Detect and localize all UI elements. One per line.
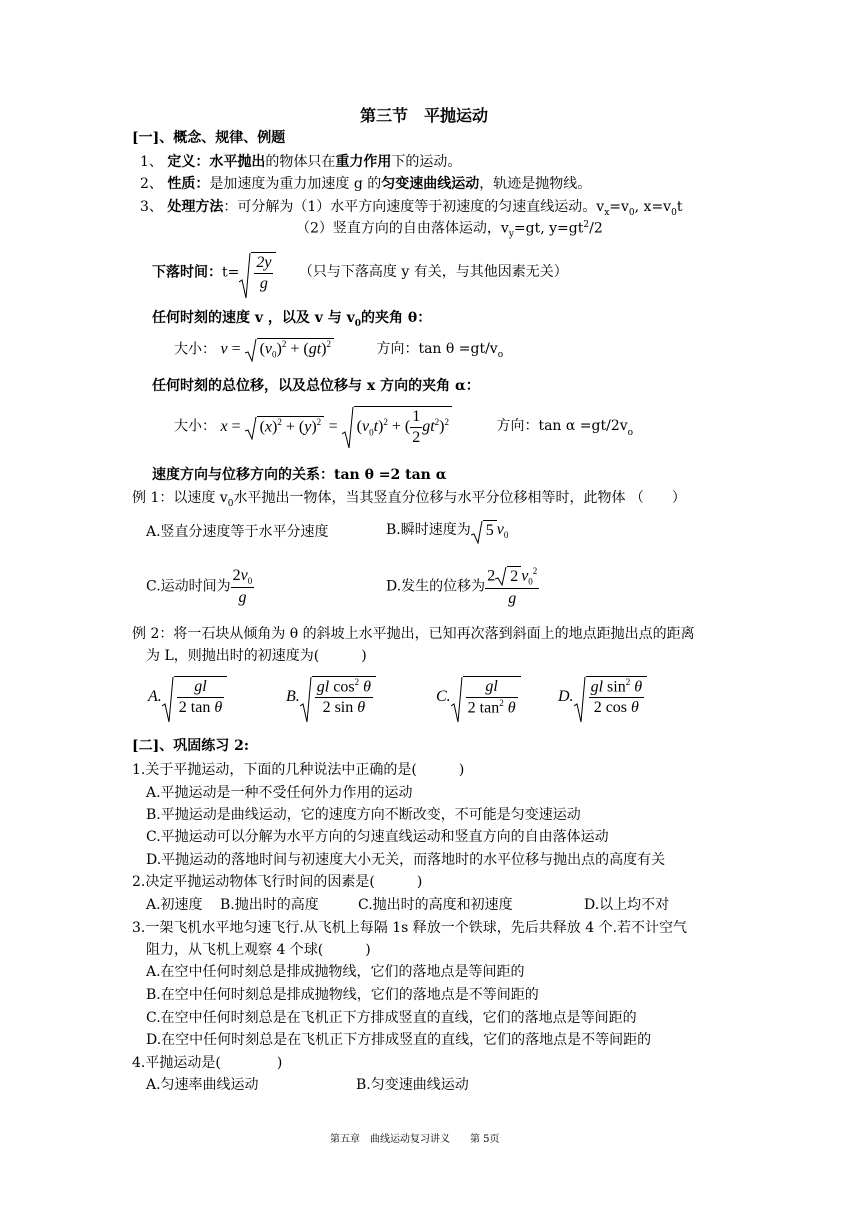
example-1-option-d-text: D.发生的位移为: [386, 578, 486, 595]
fall-time-t: t=: [222, 264, 240, 281]
example-1-option-b: B.瞬时速度为 5 $v_0$: [386, 520, 508, 542]
velocity-heading-text: 任何时刻的速度 v ，以及 v 与 v: [152, 310, 355, 326]
definition-keyword-2: 重力作用: [335, 154, 392, 170]
problem-4-option-a: A.匀速率曲线运动: [146, 1077, 259, 1093]
page-footer: 第五章 曲线运动复习讲义 第 5页: [330, 1134, 500, 1145]
method-text-7: /2: [589, 220, 603, 237]
displacement-direction: 方向：tan α =gt/2v: [496, 418, 628, 435]
method-text-4: t: [676, 199, 683, 215]
option-letter: A.: [148, 688, 162, 705]
example-1-option-d: D.发生的位移为 2 2 $v_0^2$ g: [386, 566, 538, 607]
problem-1-question: 1.关于平抛运动，下面的几种说法中正确的是( ): [132, 762, 465, 778]
problem-3-option-c: C.在空中任何时刻总是在飞机正下方排成竖直的直线，它们的落地点是等间距的: [146, 1010, 637, 1026]
relation-line: 速度方向与位移方向的关系：tan θ =2 tan α: [152, 467, 447, 483]
property-line: [140, 176, 591, 194]
method-line: 3、 处理方法：可分解为（1）水平方向速度等于初速度的匀速直线运动。$v_x=v_0$, $x=v_0t$: [140, 199, 683, 218]
example-2-option-c: C. $\frac{gl}{2 \tan^2 \theta}$: [436, 676, 521, 726]
velocity-size-label: 大小：: [174, 341, 216, 358]
fall-time-label: 下落时间：: [152, 264, 222, 281]
definition-text-2: 下的运动。: [391, 154, 462, 170]
problem-1-option-d: D.平抛运动的落地时间与初速度大小无关，而落地时的水平位移与抛出点的高度有关: [146, 852, 666, 868]
problem-2-option-b: B.抛出时的高度: [220, 897, 319, 913]
property-text-2: ，轨迹是抛物线。: [479, 176, 592, 192]
example-1-option-b-text: B.瞬时速度为: [386, 522, 471, 539]
velocity-direction-sub: o: [497, 350, 504, 361]
method-text-3: , x=v: [634, 199, 672, 215]
item-number: 2、: [140, 176, 163, 192]
problem-1-option-c: C.平抛运动可以分解为水平方向的匀速直线运动和竖直方向的自由落体运动: [146, 829, 609, 845]
property-label: 性质：: [167, 176, 210, 192]
problem-3-option-b: B.在空中任何时刻总是排成抛物线，它们的落地点是不等间距的: [146, 987, 539, 1003]
problem-3-question-1: 3.一架飞机水平地匀速飞行.从飞机上每隔 1s 释放一个铁球，先后共释放 4 个.若不计空气: [132, 920, 688, 936]
sqrt-symbol: [239, 252, 276, 294]
method-label: 处理方法: [167, 199, 224, 215]
velocity-formula: 大小： v = $(v_0)^2 + (gt)^2$ 方向：$\tan \theta =gt/v_o$: [174, 339, 504, 361]
velocity-heading: 任何时刻的速度 v ，以及 v 与 $v_0$的夹角 θ：: [152, 310, 432, 329]
velocity-heading-text-2: 的夹角 θ：: [361, 310, 432, 326]
velocity-direction: 方向：tan θ =gt/v: [376, 341, 498, 358]
problem-2-option-a: A.初速度: [146, 897, 203, 913]
section-heading-1: [一]、概念、规律、例题: [132, 130, 286, 146]
item-number: 1、: [140, 154, 163, 170]
example-1-option-c-text: C.运动时间为: [146, 578, 231, 595]
option-letter: D.: [558, 688, 574, 706]
option-letter: B.: [286, 688, 300, 706]
method-text-6: =gt, y=gt: [513, 220, 584, 237]
problem-2-option-d: D.以上均不对: [584, 897, 670, 913]
fall-denominator: g: [259, 275, 268, 292]
example-2-line-2: 为 L，则抛出时的初速度为( ): [146, 648, 367, 664]
fall-numerator: 2y: [254, 253, 273, 274]
definition-text: 的物体只在: [265, 154, 336, 170]
property-keyword: 匀变速曲线运动: [381, 176, 480, 192]
example-1-question: 例 1：以速度 $v_0$水平抛出一物体，当其竖直分位移与水平分位移相等时，此物体 （ ）: [132, 490, 686, 509]
item-number: 3、: [140, 199, 163, 215]
fall-time-note: （只与下落高度 y 有关，与其他因素无关）: [298, 264, 568, 281]
definition-line: [140, 154, 461, 172]
method-text-2: =v: [609, 199, 629, 215]
problem-4-question: 4.平抛运动是( ): [132, 1055, 283, 1071]
example-1-text-2: 水平抛出一物体，当其竖直分位移与水平分位移相等时，此物体 （ ）: [233, 490, 686, 506]
method-text: ：可分解为（1）水平方向速度等于初速度的匀速直线运动。v: [223, 199, 605, 215]
property-text: 是加速度为重力加速度 g 的: [209, 176, 382, 192]
definition-label: 定义：: [167, 154, 210, 170]
page-title: 第三节 平抛运动: [360, 106, 489, 125]
example-2-option-b: B. $\frac{gl \cos^2 \theta}{\text{2 sin θ}}$: [286, 676, 376, 726]
problem-2-question: 2.决定平抛运动物体飞行时间的因素是( ): [132, 874, 423, 890]
problem-3-question-2: 阻力，从飞机上观察 4 个球( ): [146, 942, 371, 958]
example-1-option-c: C.运动时间为 $\frac{2v_0}{g}$: [146, 567, 253, 607]
example-1-text: 例 1：以速度 v: [132, 490, 228, 506]
example-2-option-d: D. $\frac{gl \sin^2 \theta}{\text{2 cos θ}}$: [558, 676, 647, 726]
problem-3-option-a: A.在空中任何时刻总是排成抛物线，它们的落地点是等间距的: [146, 964, 525, 980]
example-2-line-1: 例 2：将一石块从倾角为 θ 的斜坡上水平抛出，已知再次落到斜面上的地点距抛出点的距离: [132, 626, 695, 642]
definition-keyword: 水平抛出: [209, 154, 266, 170]
problem-4-option-b: B.匀变速曲线运动: [356, 1077, 469, 1093]
example-2-option-a: A. $\frac{gl}{\text{2 tan θ}}$: [148, 676, 227, 726]
example-1-option-a: A.竖直分速度等于水平分速度: [146, 524, 329, 540]
displacement-formula: 大小： x = $(x)^2 + (y)^2$ = $(v_0t)^2$ + ( $\frac{1}{2}$ $gt^2)^2$ 方向：$\tan \alpha =gt/2v_o$: [174, 408, 634, 446]
section-heading-2: [二]、巩固练习 2:: [132, 738, 250, 754]
problem-1-option-b: B.平抛运动是曲线运动，它的速度方向不断改变，不可能是匀变速运动: [146, 807, 581, 823]
problem-1-option-a: A.平抛运动是一种不受任何外力作用的运动: [146, 785, 413, 801]
problem-2-option-c: C.抛出时的高度和初速度: [358, 897, 513, 913]
displacement-size-label: 大小：: [174, 418, 216, 435]
option-letter: C.: [436, 688, 451, 706]
displacement-heading: 任何时刻的总位移，以及总位移与 x 方向的夹角 α：: [152, 378, 480, 394]
displacement-direction-sub: o: [627, 427, 634, 438]
method-line-2: （2）竖直方向的自由落体运动，$v_y=gt$, $y=gt^2/2$: [296, 220, 603, 240]
problem-3-option-d: D.在空中任何时刻总是在飞机正下方排成竖直的直线，它们的落地点是不等间距的: [146, 1032, 652, 1048]
fall-time-formula: [152, 252, 568, 300]
method-text-5: （2）竖直方向的自由落体运动，v: [296, 220, 509, 237]
